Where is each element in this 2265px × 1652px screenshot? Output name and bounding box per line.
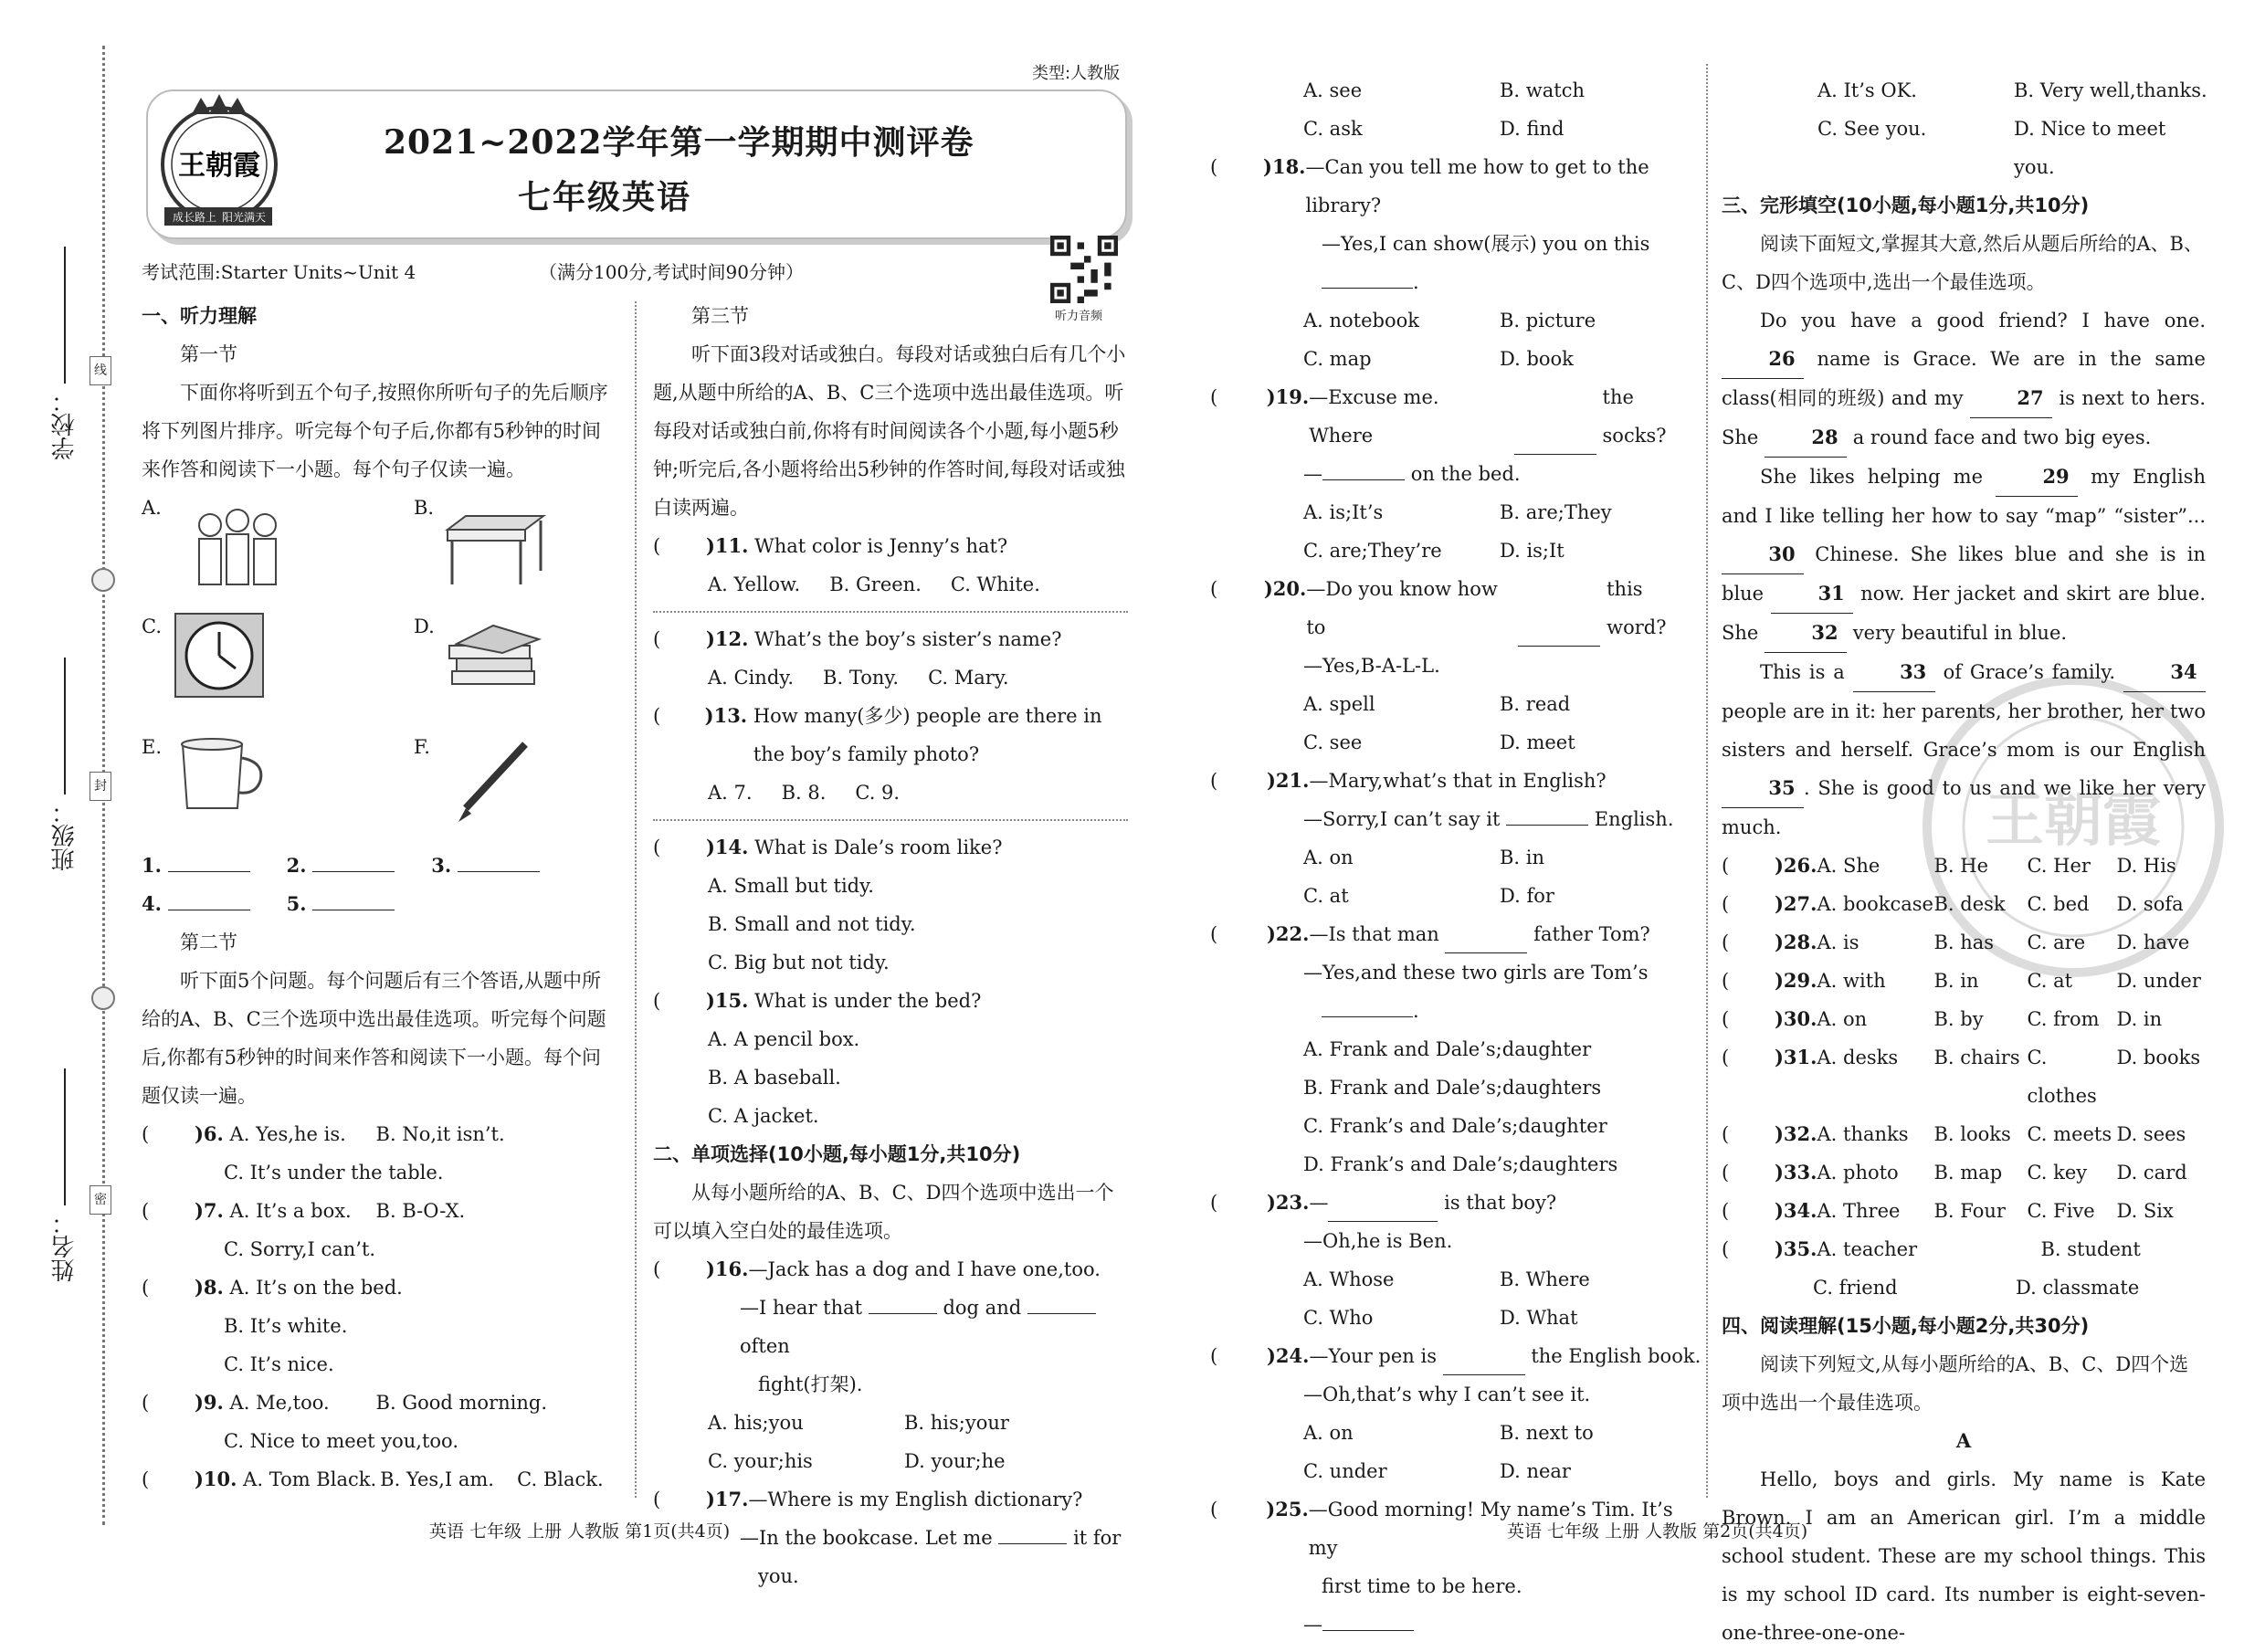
column-divider bbox=[1706, 64, 1708, 1498]
edition-type: 类型:人教版 bbox=[1032, 64, 1121, 83]
answer-slot[interactable]: 1. bbox=[142, 847, 250, 885]
answer-row bbox=[142, 885, 616, 923]
options: A. Cindy. B. Tony. C. Mary. bbox=[708, 667, 1009, 689]
instruction: 下面你将听到五个句子,按照你所听句子的先后顺序将下列图片排序。听完每个句子后,你都有5秒钟的时间来作答和阅读下一小题。每个句子仅读一遍。 bbox=[142, 382, 608, 480]
section-title: 四、阅读理解(15小题,每小题2分,共30分) bbox=[1722, 1315, 2090, 1337]
question-line: — on the bed. bbox=[1303, 463, 1521, 485]
option: A. Small but tidy. bbox=[708, 875, 874, 897]
cloze-question-options: C. friend D. classmate bbox=[1813, 1277, 2140, 1299]
seal-mark-line: 线 bbox=[90, 356, 111, 385]
options: A. Yellow. B. Green. C. White. bbox=[708, 573, 1040, 595]
option: A. Frank and Dale’s;daughter bbox=[1303, 1038, 1592, 1060]
logo-text: 王朝霞 bbox=[178, 150, 260, 182]
score-time: （满分100分,考试时间90分钟） bbox=[539, 261, 804, 283]
options: A. on B. next to C. under D. near bbox=[1303, 1422, 1594, 1482]
option: D. Frank’s and Dale’s;daughters bbox=[1303, 1153, 1618, 1175]
cloze-question: ( )26. A. She B. He C. Her D. His bbox=[1722, 854, 2176, 877]
page2-col1 bbox=[1210, 71, 1703, 1644]
option: C. Sorry,I can’t. bbox=[224, 1238, 376, 1260]
picture-label: C. bbox=[142, 616, 162, 637]
qr-code[interactable] bbox=[1050, 236, 1118, 303]
page1-col1 bbox=[142, 297, 616, 1499]
question-line: fight(打架). bbox=[758, 1373, 863, 1395]
options: A. spell B. read C. see D. meet bbox=[1303, 693, 1575, 753]
answer-slot[interactable]: 4. bbox=[142, 885, 250, 923]
family-picture bbox=[187, 502, 288, 594]
watermark-text: 王朝霞 bbox=[1986, 786, 2161, 855]
question-line: —Yes,I can show(展示) you on this bbox=[1322, 233, 1650, 255]
question-6: ( )6. A. Yes,he is. B. No,it isn’t. bbox=[142, 1122, 505, 1145]
class-field[interactable]: 班级： bbox=[47, 658, 81, 871]
picture-grid bbox=[142, 489, 616, 847]
binding-hole bbox=[91, 986, 115, 1010]
qr-caption: 听力音频 bbox=[1055, 310, 1103, 323]
option: C. Big but not tidy. bbox=[708, 952, 890, 973]
option: C. Frank’s and Dale’s;daughter bbox=[1303, 1115, 1607, 1137]
logo-tag1: 成长路上 bbox=[172, 211, 217, 224]
question-7: ( )7. A. It’s a box. B. B-O-X. bbox=[142, 1199, 466, 1222]
options: A. his;you B. his;your C. your;his D. your;he bbox=[708, 1412, 1009, 1472]
option: B. It’s white. bbox=[224, 1315, 348, 1337]
separator bbox=[653, 611, 1128, 613]
options: A. It’s OK. B. Very well,thanks. C. See you. D. Nice to meet you. bbox=[1817, 79, 2207, 178]
option: C. Nice to meet you,too. bbox=[224, 1430, 459, 1452]
passage-label: A bbox=[1955, 1429, 1972, 1452]
exam-subtitle: 七年级英语 bbox=[518, 178, 692, 216]
question-8: ( )8. A. It’s on the bed. bbox=[142, 1276, 403, 1299]
question-line: —Yes,B-A-L-L. bbox=[1303, 655, 1440, 677]
question-15: ( )15. What is under the bed? bbox=[653, 989, 982, 1012]
question-line: —In the bookcase. Let me it for bbox=[740, 1527, 1122, 1549]
picture-label: D. bbox=[414, 616, 435, 637]
question-10: ( )10. A. Tom Black. B. Yes,I am. C. Black. bbox=[142, 1468, 604, 1490]
question-20: ( )20. —Do you know how to this word? bbox=[1210, 570, 1703, 647]
question-9: ( )9. A. Me,too. B. Good morning. bbox=[142, 1391, 547, 1414]
question-24: ( )24. —Your pen is the English book. bbox=[1210, 1337, 1703, 1375]
passage-text: Hello, boys and girls. My name is Kate Brown. I am an American girl. I’m a middle school student. These are my school things. This is my school ID card. Its number is eight-seven-one-three-one-one- bbox=[1722, 1468, 2206, 1644]
question-13: ( )13. How many(多少) people are there in the boy’s family photo? bbox=[653, 704, 1102, 765]
publisher-logo bbox=[142, 87, 315, 233]
question-25: ( )25. —Good morning! My name’s Tim. It’s my bbox=[1210, 1498, 1673, 1559]
desk-picture bbox=[438, 507, 548, 589]
question-line: —Oh,that’s why I can’t see it. bbox=[1303, 1384, 1591, 1405]
question-line: first time to be here. bbox=[1322, 1575, 1522, 1597]
question-19: ( )19. —Excuse me. Where the socks? bbox=[1210, 378, 1703, 455]
question-23: ( )23. — is that boy? bbox=[1210, 1184, 1703, 1222]
option: C. It’s nice. bbox=[224, 1353, 334, 1375]
option: B. Small and not tidy. bbox=[708, 913, 916, 935]
part-title: 第一节 bbox=[180, 343, 237, 365]
option: B. A baseball. bbox=[708, 1067, 841, 1089]
options: A. on B. in C. at D. for bbox=[1303, 847, 1554, 907]
cup-picture bbox=[174, 731, 274, 817]
answer-slot[interactable]: 3. bbox=[431, 847, 540, 885]
question-11: ( )11. What color is Jenny’s hat? bbox=[653, 534, 1008, 557]
question-line: . bbox=[1210, 992, 1703, 1030]
binding-margin bbox=[0, 0, 137, 1591]
separator bbox=[653, 819, 1128, 821]
page1-col2 bbox=[653, 297, 1128, 1595]
instruction: 听下面3段对话或独白。每段对话或独白后有几个小题,从题中所给的A、B、C三个选项中选出最佳选项。听每段对话或独白前,你将有时间阅读各个小题,每小题5秒钟;听完后,各小题将给出5秒钟的作答时间,每段对话或独白读两遍。 bbox=[653, 343, 1126, 519]
question-line: — bbox=[1210, 1605, 1703, 1644]
question-line: —I hear that dog and often bbox=[653, 1289, 1128, 1365]
column-divider bbox=[635, 301, 637, 1498]
section-title: 三、完形填空(10小题,每小题1分,共10分) bbox=[1722, 195, 2090, 216]
picture-label: F. bbox=[414, 736, 430, 758]
question-line: —Sorry,I can’t say it English. bbox=[1303, 808, 1674, 830]
option: B. Frank and Dale’s;daughters bbox=[1303, 1077, 1602, 1099]
seal-mark-seal: 封 bbox=[90, 772, 111, 801]
binding-hole bbox=[91, 568, 115, 592]
question-14: ( )14. What is Dale’s room like? bbox=[653, 836, 1003, 858]
page-footer: 英语 七年级 上册 人教版 第2页(共4页) bbox=[1507, 1521, 1808, 1542]
picture-label: E. bbox=[142, 736, 163, 758]
options: A. 7. B. 8. C. 9. bbox=[708, 782, 901, 804]
cloze-paragraph: She likes helping me 29 my English and I like telling her how to say “map” “sister”... 30 Chinese. She likes blue and she is in blue 31 now. Her jacket and skirt are blue. She 32 very beautiful in blue. bbox=[1722, 458, 2206, 653]
section-title: 二、单项选择(10小题,每小题1分,共10分) bbox=[653, 1143, 1021, 1165]
page-footer: 英语 七年级 上册 人教版 第1页(共4页) bbox=[429, 1521, 731, 1542]
logo-tag2: 阳光满天 bbox=[221, 211, 267, 224]
cloze-paragraph: Do you have a good friend? I have one. 26 name is Grace. We are in the same class(相同的班级) and my 27 is next to hers. She 28 a round face and two big eyes. bbox=[1722, 301, 2206, 458]
answer-slot[interactable]: 5. bbox=[287, 885, 395, 923]
option: C. A jacket. bbox=[708, 1105, 819, 1127]
question-22: ( )22. —Is that man father Tom? bbox=[1210, 915, 1703, 953]
question-line: —Yes,and these two girls are Tom’s bbox=[1303, 962, 1649, 984]
exam-title: 2021~2022学年第一学期期中测评卷 bbox=[384, 123, 974, 162]
exam-scope: 考试范围:Starter Units~Unit 4 bbox=[142, 261, 416, 283]
cloze-question: ( )35. A. teacher B. student bbox=[1722, 1237, 2141, 1260]
page2-col2 bbox=[1722, 71, 2206, 1652]
question-21: ( )21. —Mary,what’s that in English? bbox=[1210, 769, 1607, 792]
option: C. It’s under the table. bbox=[224, 1162, 444, 1184]
question-16: ( )16. —Jack has a dog and I have one,too. bbox=[653, 1257, 1101, 1280]
picture-label: B. bbox=[414, 497, 435, 519]
answer-row bbox=[142, 847, 616, 885]
school-field[interactable]: 学校： bbox=[47, 247, 81, 460]
question-line: —Oh,he is Ben. bbox=[1303, 1230, 1453, 1252]
options: A. is;It’s B. are;They C. are;They’re D. is;It bbox=[1303, 501, 1612, 562]
instruction: 从每小题所给的A、B、C、D四个选项中选出一个可以填入空白处的最佳选项。 bbox=[653, 1182, 1114, 1242]
cloze-paragraph: This is a 33 of Grace’s family. 34 people are in it: her parents, her brother, her two sisters and herself. Grace’s mom is our English 35 . She is good to us and we like her very much. bbox=[1722, 653, 2206, 847]
instruction: 听下面5个问题。每个问题后有三个答语,从题中所给的A、B、C三个选项中选出最佳选项。听完每个问题后,你都有5秒钟的时间来作答和阅读下一小题。每个问题仅读一遍。 bbox=[142, 970, 606, 1107]
pen-picture bbox=[448, 735, 539, 826]
cloze-question: ( )30. A. on B. by C. from D. in bbox=[1722, 1007, 2163, 1030]
question-17: ( )17. —Where is my English dictionary? bbox=[653, 1488, 1083, 1510]
books-picture bbox=[438, 616, 548, 699]
option: A. A pencil box. bbox=[708, 1028, 860, 1050]
part-title: 第三节 bbox=[691, 305, 749, 327]
cloze-question: ( )31. A. desks B. chairs C. clothes D. books bbox=[1722, 1046, 2201, 1107]
name-field[interactable]: 姓名： bbox=[47, 1068, 81, 1282]
question-line: . bbox=[1210, 263, 1703, 301]
question-12: ( )12. What’s the boy’s sister’s name? bbox=[653, 627, 1062, 650]
options: A. see B. watch C. ask D. find bbox=[1303, 79, 1586, 140]
cloze-question: ( )33. A. photo B. map C. key D. card bbox=[1722, 1161, 2187, 1184]
picture-label: A. bbox=[142, 497, 162, 519]
question-line: you. bbox=[758, 1565, 799, 1587]
cloze-question: ( )32. A. thanks B. looks C. meets D. sees bbox=[1722, 1122, 2186, 1145]
options: A. notebook B. picture C. map D. book bbox=[1303, 310, 1596, 370]
instruction: 阅读下列短文,从每小题所给的A、B、C、D四个选项中选出一个最佳选项。 bbox=[1722, 1353, 2189, 1414]
options: A. Whose B. Where C. Who D. What bbox=[1303, 1268, 1590, 1329]
cloze-question: ( )34. A. Three B. Four C. Five D. Six bbox=[1722, 1199, 2174, 1222]
part-title: 第二节 bbox=[180, 931, 237, 953]
answer-slot[interactable]: 2. bbox=[287, 847, 395, 885]
clock-picture bbox=[174, 612, 265, 699]
question-18: ( )18. —Can you tell me how to get to the library? bbox=[1210, 155, 1649, 216]
cloze-question-list bbox=[1722, 847, 2206, 1230]
cloze-question: ( )29. A. with B. in C. at D. under bbox=[1722, 969, 2201, 992]
cloze-question: ( )27. A. bookcase B. desk C. bed D. sofa bbox=[1722, 892, 2184, 915]
section-title: 一、听力理解 bbox=[142, 305, 257, 327]
cloze-question: ( )28. A. is B. has C. are D. have bbox=[1722, 931, 2190, 953]
instruction: 阅读下面短文,掌握其大意,然后从题后所给的A、B、C、D四个选项中,选出一个最佳选项。 bbox=[1722, 233, 2203, 293]
seal-mark-secret: 密 bbox=[90, 1185, 111, 1215]
